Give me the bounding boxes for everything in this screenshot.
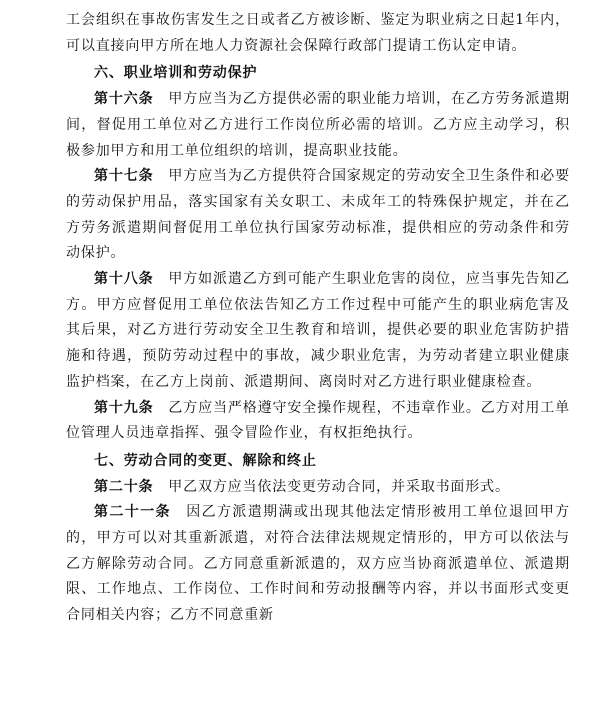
article-20 xyxy=(66,475,570,501)
section-heading-7: 七、劳动合同的变更、解除和终止 xyxy=(94,452,317,469)
article-gap xyxy=(154,400,169,416)
article-19 xyxy=(66,396,570,447)
article-text: 因乙方派遣期满或出现其他法定情形被用工单位退回甲方的，甲方可以对其重新派遣，对符合法律法规规定情形的，甲方可以依法与乙方解除劳动合同。乙方同意重新派遣的，双方应当协商派遣单位、派遣期限、工作地点、工作岗位、工作时间和劳动报酬等内容，并以书面形式变更合同相关内容；乙方不同意重新 xyxy=(66,504,571,624)
article-text: 乙方应当严格遵守安全操作规程，不违章作业。乙方对用工单位管理人员违章指挥、强令冒险作业，有权拒绝执行。 xyxy=(66,399,571,442)
article-17 xyxy=(66,164,570,267)
article-number: 第十六条 xyxy=(94,91,154,108)
article-gap xyxy=(154,168,169,184)
section-heading-6: 六、职业培训和劳动保护 xyxy=(94,65,258,82)
article-text: 甲方如派遣乙方到可能产生职业危害的岗位，应当事先告知乙方。甲方应督促用工单位依法告知乙方工作过程中可能产生的职业病危害及其后果，对乙方进行劳动安全卫生教育和培训，提供必要的职业危害防护措施和待遇，预防劳动过程中的事故，减少职业危害，为劳动者建立职业健康监护档案，在乙方上岗前、派遣期间、离岗时对乙方进行职业健康检查。 xyxy=(66,271,571,390)
article-text: 甲乙双方应当依法变更劳动合同，并采取书面形式。 xyxy=(168,478,510,495)
article-number: 第二十一条 xyxy=(94,504,171,521)
article-16 xyxy=(66,87,570,164)
article-text: 甲方应当为乙方提供必需的职业能力培训，在乙方劳务派遣期间，督促用工单位对乙方进行工作岗位所必需的培训。乙方应主动学习，积极参加甲方和用工单位组织的培训，提高职业技能。 xyxy=(66,91,571,159)
article-21 xyxy=(66,500,570,629)
article-number: 第十七条 xyxy=(94,168,154,185)
article-gap xyxy=(154,271,169,287)
article-number: 第十八条 xyxy=(94,271,154,288)
article-text xyxy=(154,91,169,107)
article-18 xyxy=(66,267,570,396)
paragraph-continuation: 工会组织在事故伤害发生之日或者乙方被诊断、鉴定为职业病之日起1年内，可以直接向甲方所在地人力资源社会保障行政部门提请工伤认定申请。 xyxy=(66,12,570,54)
article-gap xyxy=(153,479,168,495)
article-text: 甲方应当为乙方提供符合国家规定的劳动安全卫生条件和必要的劳动保护用品，落实国家有关女职工、未成年工的特殊保护规定，并在乙方劳务派遣期间督促用工单位执行国家劳动标准，提供相应的劳动条件和劳动保护。 xyxy=(66,168,571,262)
article-number: 第十九条 xyxy=(94,399,154,416)
article-number: 第二十条 xyxy=(94,478,154,495)
article-gap xyxy=(171,504,186,520)
